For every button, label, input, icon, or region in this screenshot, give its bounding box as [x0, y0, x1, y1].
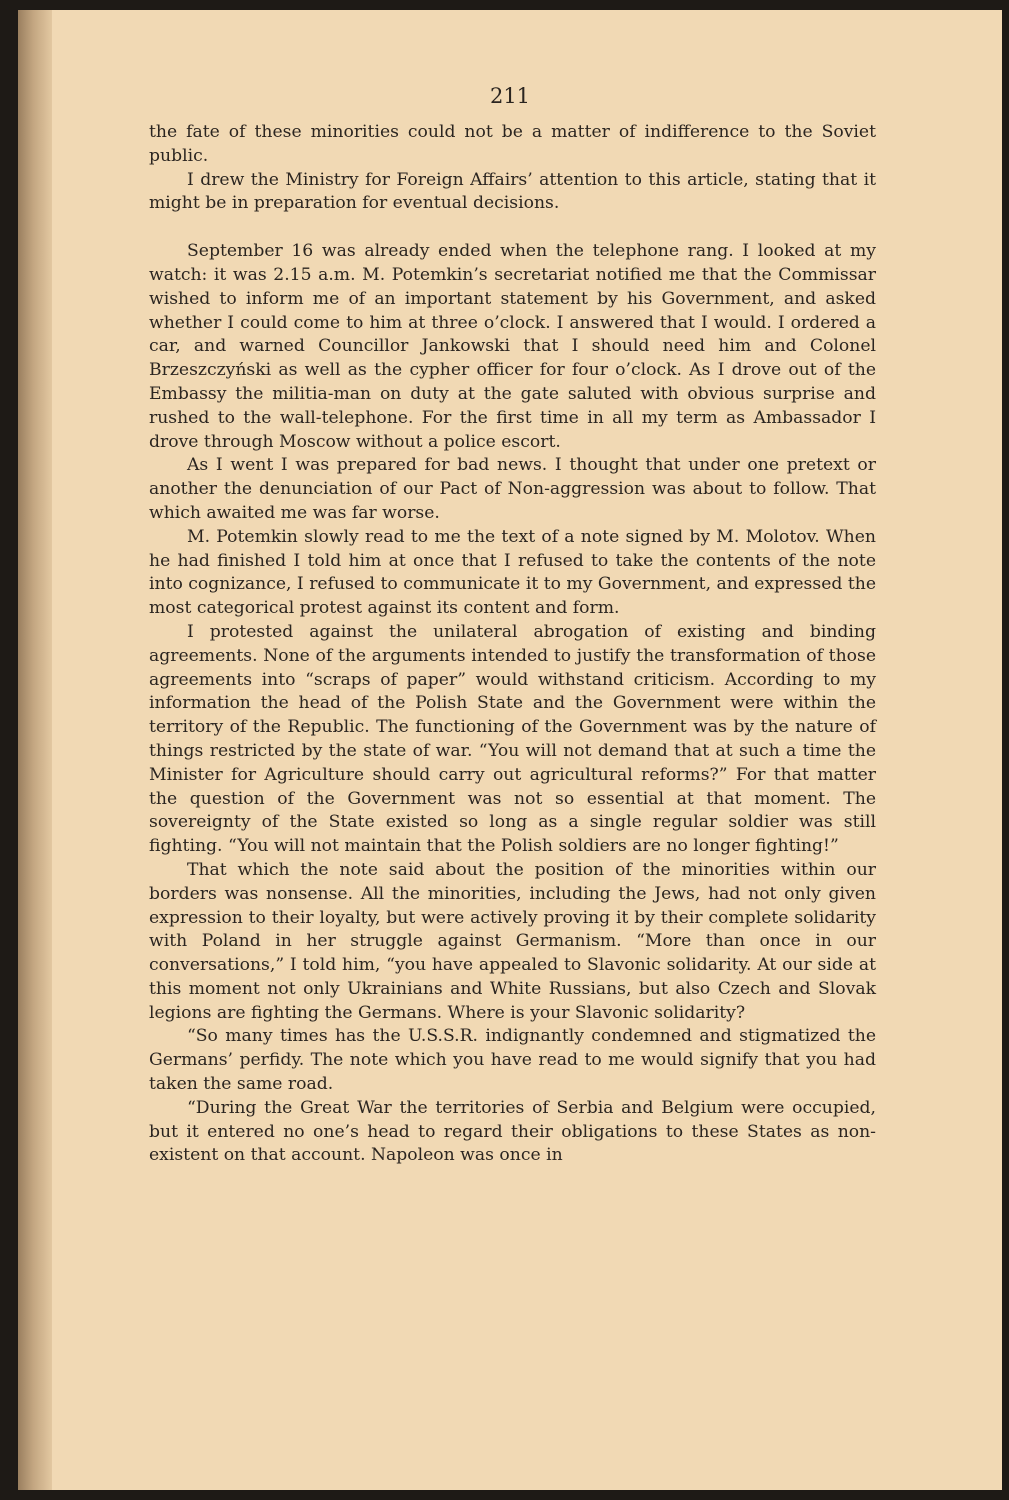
- body-text: [149, 121, 876, 1168]
- paragraph: I drew the Ministry for Foreign Affairs’ attention to this article, stating that it might be in preparation for eventual decisions.: [149, 169, 876, 214]
- paragraph: September 16 was already ended when the telephone rang. I looked at my watch: it was 2.15 a.m. M. Potemkin’s secretariat notified me that the Commissar wished to inform me of an important statement by his Government, and asked whether I could come to him at three o’clock. I answered that I would. I ordered a car, and warned Councillor Jankowski that I should need him and Colonel Brzeszczyński as well as the cypher officer for four o’clock. As I drove out of the Embassy the militia-man on duty at the gate saluted with obvious surprise and rushed to the wall-telephone. For the first time in all my term as Ambassador I drove through Moscow without a police escort.: [149, 241, 876, 452]
- page-number: 211: [489, 84, 531, 108]
- paragraph: “So many times has the U.S.S.R. indignantly condemned and stigmatized the Germans’ perfidy. The note which you have read to me would signify that you had taken the same road.: [149, 1026, 876, 1095]
- paragraph: As I went I was prepared for bad news. I thought that under one pretext or another the denunciation of our Pact of Non-aggression was about to follow. That which awaited me was far worse.: [149, 455, 876, 523]
- page-binding: [18, 10, 52, 1490]
- paragraph: the fate of these minorities could not be a matter of indifference to the Soviet public.: [149, 122, 876, 166]
- paragraph: I protested against the unilateral abrogation of existing and binding agreements. None of the arguments intended to justify the transformation of those agreements into “scraps of paper” would withstand criticism. According to my information the head of the Polish State and the Government were within the territory of the Republic. The functioning of the Government was by the nature of things restricted by the state of war. “You will not demand that at such a time the Minister for Agriculture should carry out agricultural reforms?” For that matter the question of the Government was not so essential at that moment. The sovereignty of the State existed so long as a single regular soldier was still fighting. “You will not maintain that the Polish soldiers are no longer fighting!”: [149, 621, 876, 857]
- paragraph: That which the note said about the position of the minorities within our borders was nonsense. All the minorities, including the Jews, had not only given expression to their loyalty, but were actively proving it by their complete solidarity with Poland in her struggle against Germanism. “More than once in our conversations,” I told him, “you have appealed to Slavonic solidarity. At our side at this moment not only Ukrainians and White Russians, but also Czech and Slovak legions are fighting the Germans. Where is your Slavonic solidarity?: [149, 859, 876, 1023]
- book-page: [18, 10, 1002, 1490]
- paragraph: M. Potemkin slowly read to me the text of a note signed by M. Molotov. When he had finished I told him at once that I refused to take the contents of the note into cognizance, I refused to communicate it to my Government, and expressed the most categorical protest against its content and form.: [149, 526, 876, 619]
- paragraph: “During the Great War the territories of Serbia and Belgium were occupied, but it entered no one’s head to regard their obligations to these States as non-existent on that account. Napoleon was once in: [149, 1097, 876, 1166]
